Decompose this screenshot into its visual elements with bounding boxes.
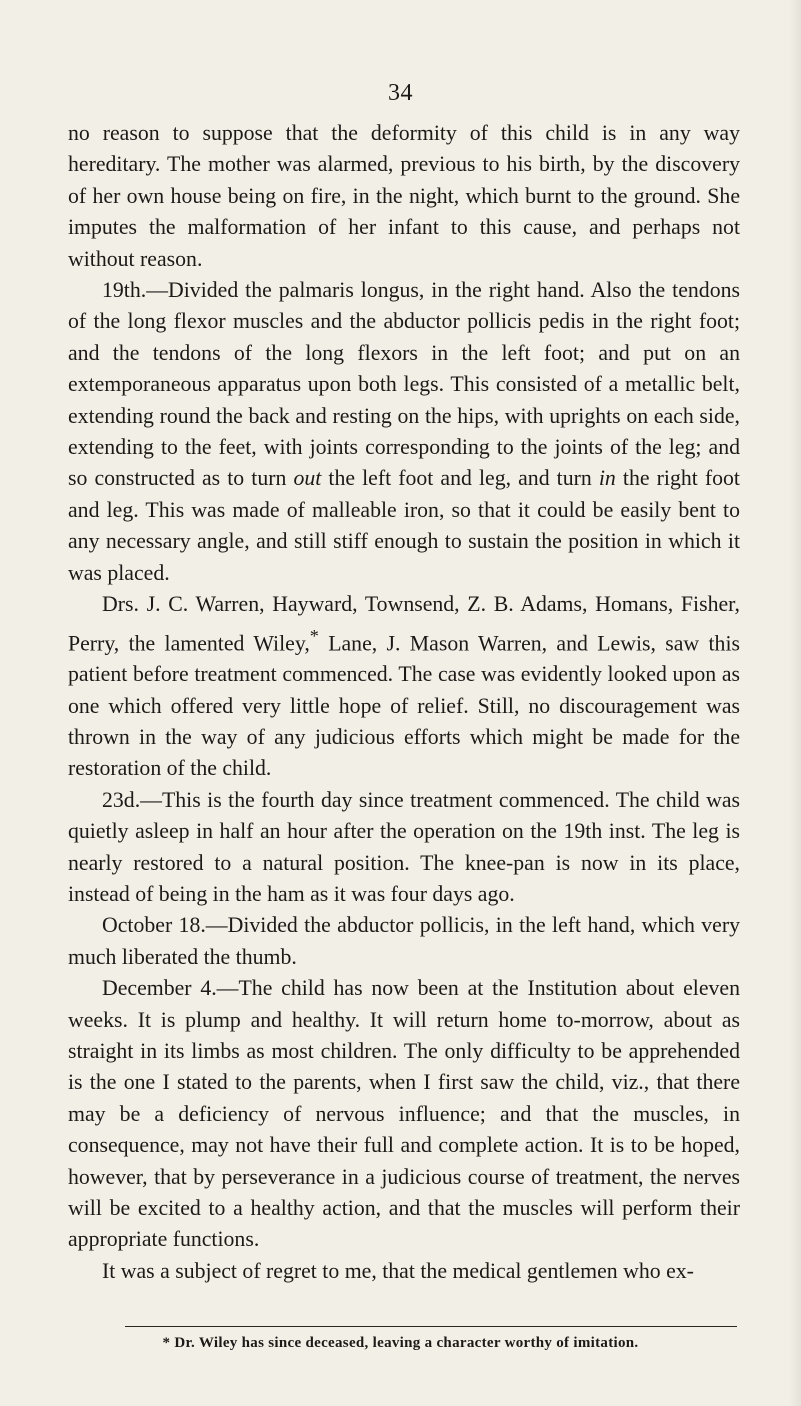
paragraph-text: Drs. J. C. Warren, Hayward, Townsend, Z. B. Adams, Homans, Fisher, Perry, the lamented Wiley, <box>68 592 740 655</box>
paragraph-text: 23d.—This is the fourth day since treatment commenced. The child was quietly asleep in half an hour after the operation on the 19th inst. The leg is nearly restored to a natural position. The knee-pan is now in its place, instead of being in the ham as it was four days ago. <box>68 787 740 907</box>
paragraph-text: Lane, J. Mason Warren, and Lewis, saw this patient before treatment commenced. The case was evidently looked upon as one which offered very little hope of relief. Still, no discouragement was thrown in the way of any judicious efforts which might be made for the restoration of the child. <box>68 630 740 781</box>
paragraph-text: It was a subject of regret to me, that the medical gentlemen who ex- <box>102 1258 694 1283</box>
paragraph-text: October 18.—Divided the abductor pollicis, in the left hand, which very much liberated the thumb. <box>68 913 740 969</box>
paragraph-23d <box>68 785 740 911</box>
footnote: * Dr. Wiley has since deceased, leaving a character worthy of imitation. <box>162 1335 639 1351</box>
paragraph-regret <box>68 1256 740 1287</box>
paragraph-doctors <box>68 589 740 785</box>
paragraph-december <box>68 973 740 1256</box>
emphasis-in: in <box>598 466 616 491</box>
paragraph-text: December 4.—The child has now been at the Institution about eleven weeks. It is plump and healthy. It will return home to-morrow, about as straight in its limbs as most children. The only difficulty to be apprehended is the one I stated to the parents, when I first saw the child, viz., that there may be a deficiency of nervous influence; and that the muscles, in consequence, may not have their full and complete action. It is to be hoped, however, that by perseverance in a judicious course of treatment, the nerves will be excited to a healthy action, and that the muscles will perform their appropriate functions. <box>68 976 740 1252</box>
page-edge-shadow <box>789 0 801 1406</box>
body-text <box>68 118 740 1287</box>
paragraph-text: the right foot and leg. This was made of malleable iron, so that it could be easily bent to any necessary angle, and still stiff enough to sustain the position in which it was placed. <box>68 466 740 585</box>
paragraph-19th <box>68 275 740 589</box>
paragraph-text: no reason to suppose that the deformity of this child is in any way hereditary. The mother was alarmed, previous to his birth, by the discovery of her own house being on fire, in the night, which burnt to the ground. She imputes the malformation of her infant to this cause, and perhaps not without reason. <box>68 121 740 271</box>
paragraph-text: the left foot and leg, and turn <box>321 466 599 491</box>
paragraph-october <box>68 910 740 973</box>
page-number: 34 <box>388 80 413 106</box>
footnote-divider <box>125 1326 737 1327</box>
footnote-marker: * <box>309 625 319 646</box>
paragraph-continuation <box>68 118 740 275</box>
emphasis-out: out <box>293 466 322 491</box>
paragraph-text: 19th.—Divided the palmaris longus, in the right hand. Also the tendons of the long flexor muscles and the abductor pollicis pedis in the right foot; and the tendons of the long flexors in the left foot; and put on an extemporaneous apparatus upon both legs. This consisted of a metallic belt, extending round the back and resting on the hips, with uprights on each side, extending to the feet, with joints corresponding to the joints of the leg; and so constructed as to turn <box>68 278 740 491</box>
